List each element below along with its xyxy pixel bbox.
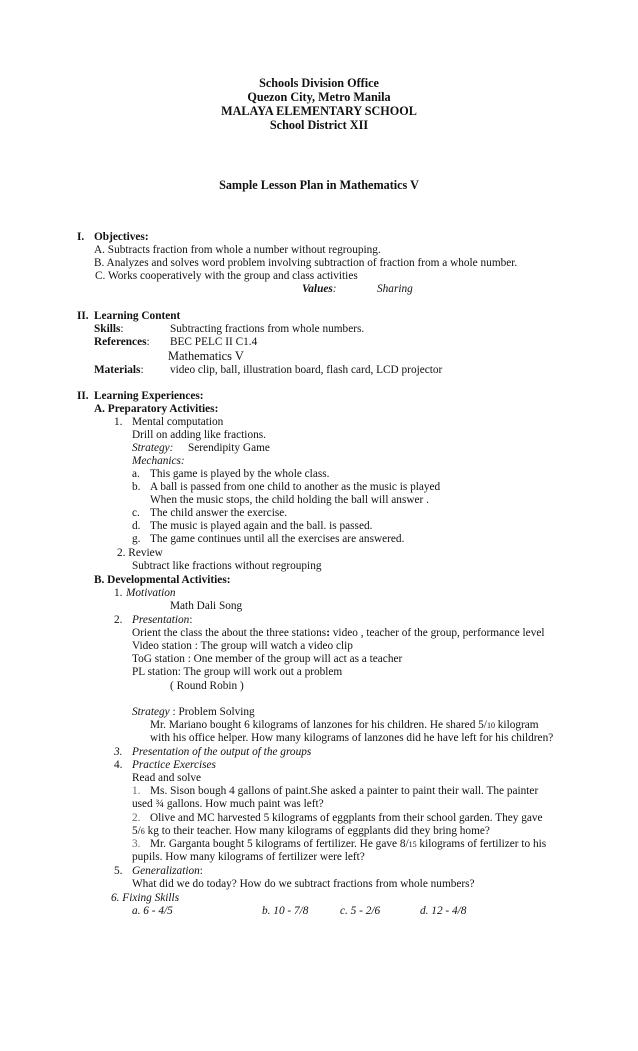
learning-content-heading: Learning Content	[94, 310, 181, 322]
generalization-line	[132, 865, 203, 878]
orient-text: Orient the class the about the three stations	[132, 627, 327, 639]
output-presentation: Presentation of the output of the groups	[132, 746, 312, 758]
review-item: 2. Review	[117, 547, 163, 559]
fixing-skill-c: c. 5 - 2/6	[340, 905, 381, 917]
section-number-objectives: I.	[77, 231, 85, 243]
presentation-colon: :	[189, 614, 193, 626]
fixing-skill-d: d. 12 - 4/8	[420, 905, 467, 917]
motivation-label: Motivation	[126, 587, 176, 599]
mariano-text-b: kilogram	[494, 719, 539, 731]
orient-colon: :	[326, 627, 330, 639]
section-number-content: II.	[77, 310, 89, 322]
mechanics-label: Mechanics:	[132, 455, 185, 467]
drill-text: Drill on adding like fractions.	[132, 429, 266, 441]
problem2-number: 2.	[132, 812, 141, 824]
generalization-text: What did we do today? How do we subtract fractions from whole numbers?	[132, 878, 475, 890]
learning-experiences-heading: Learning Experiences:	[94, 390, 204, 402]
math-dali-song: Math Dali Song	[170, 600, 243, 612]
problem1-line1: Ms. Sison bough 4 gallons of paint.She asked a painter to paint their wall. The painter	[150, 785, 539, 797]
skills-label: Skills	[94, 323, 121, 335]
problem1-number: 1.	[132, 785, 141, 797]
problem3-number: 3.	[132, 838, 141, 850]
mental-computation: Mental computation	[132, 416, 224, 428]
practice-exercises: Practice Exercises	[132, 759, 216, 771]
pl-station: PL station: The group will work out a problem	[132, 666, 343, 678]
presentation-number: 2.	[114, 614, 123, 626]
values-value: Sharing	[377, 283, 413, 295]
objective-c: C. Works cooperatively with the group and class activities	[95, 270, 358, 282]
mechanics-item-c: The child answer the exercise.	[150, 507, 288, 519]
video-station: Video station : The group will watch a video clip	[132, 640, 353, 652]
problem-solving-line	[132, 706, 255, 719]
section-number-experiences: II.	[77, 390, 89, 402]
materials-label: Materials	[94, 364, 141, 376]
item5-number: 5.	[114, 865, 123, 877]
materials-value: video clip, ball, illustration board, flash card, LCD projector	[170, 364, 443, 376]
header-district: School District XII	[269, 118, 369, 132]
skills-line	[94, 323, 124, 336]
problem3-line2: pupils. How many kilograms of fertilizer were left?	[132, 851, 365, 863]
fixing-skill-a: a. 6 - 4/5	[132, 905, 173, 917]
problem3-denominator: 15	[408, 840, 417, 849]
problem2-text: kg to their teacher. How many kilograms of eggplants did they bring home?	[144, 825, 490, 837]
mechanics-letter-g: g.	[132, 533, 141, 545]
generalization-label: Generalization	[132, 865, 200, 877]
item3-number: 3.	[114, 746, 123, 758]
orient-stations: video , teacher of the group, performance level	[329, 627, 545, 639]
presentation-label: Presentation	[132, 614, 190, 626]
mechanics-letter-b: b.	[132, 481, 141, 493]
mechanics-item-b-line2: When the music stops, the child holding the ball will answer .	[150, 494, 429, 506]
mariano-problem-line1	[150, 719, 562, 732]
item4-number: 4.	[114, 759, 123, 771]
values-colon: :	[332, 283, 337, 295]
strategy-label: Strategy:	[132, 442, 174, 454]
mechanics-letter-c: c.	[132, 507, 140, 519]
orient-line	[132, 627, 545, 640]
review-text: Subtract like fractions without regrouping	[132, 560, 322, 572]
mariano-problem-line2: with his office helper. How many kilograms of lanzones did he have left for his children?	[150, 732, 554, 744]
problem3-text-b: kilograms of fertilizer to his	[416, 838, 547, 850]
references-value-2: Mathematics V	[168, 349, 244, 363]
materials-colon: :	[140, 364, 144, 376]
fixing-skills-heading: 6. Fixing Skills	[111, 892, 180, 904]
problem1-line2: used ¾ gallons. How much paint was left?	[132, 798, 324, 810]
mechanics-item-b-line1: A ball is passed from one child to another as the music is played	[150, 481, 441, 493]
problem2-line2	[132, 825, 490, 838]
strategy-value: Serendipity Game	[188, 442, 270, 454]
document-title: Sample Lesson Plan in Mathematics V	[219, 178, 419, 192]
header-city: Quezon City, Metro Manila	[247, 90, 391, 104]
problem-solving-value: : Problem Solving	[169, 706, 255, 718]
preparatory-activities-heading: A. Preparatory Activities:	[94, 403, 219, 415]
developmental-activities-heading: B. Developmental Activities:	[94, 574, 231, 586]
generalization-colon: :	[199, 865, 203, 877]
header-division-office: Schools Division Office	[259, 76, 379, 90]
mental-computation-number: 1.	[114, 416, 123, 428]
references-label: References	[94, 336, 147, 348]
problem3-line1	[150, 838, 562, 851]
mechanics-item-g: The game continues until all the exercises are answered.	[150, 533, 405, 545]
references-colon: :	[146, 336, 150, 348]
references-line	[94, 336, 150, 349]
header-school-name: MALAYA ELEMENTARY SCHOOL	[221, 104, 417, 118]
problem-solving-label: Strategy	[132, 706, 170, 718]
objective-b: B. Analyzes and solves word problem involving subtraction of fraction from a whole number.	[94, 257, 518, 269]
mechanics-letter-d: d.	[132, 520, 141, 532]
objectives-heading: Objectives:	[94, 231, 149, 243]
tog-station: ToG station : One member of the group will act as a teacher	[132, 653, 403, 665]
skills-colon: :	[120, 323, 124, 335]
mariano-denominator: 10	[486, 721, 495, 730]
objective-a: A. Subtracts fraction from whole a number without regrouping.	[94, 244, 381, 256]
problem3-text-a: Mr. Garganta bought 5 kilograms of fertilizer. He gave 8/	[150, 838, 409, 850]
materials-line	[94, 364, 144, 377]
problem2-fraction-numerator: 5/	[132, 825, 141, 837]
values-label: Values	[302, 283, 333, 295]
motivation-number: 1.	[114, 587, 123, 599]
read-and-solve: Read and solve	[132, 772, 202, 784]
mechanics-letter-a: a.	[132, 468, 140, 480]
values-line	[302, 283, 337, 296]
problem2-fraction-denominator: 6	[140, 827, 145, 836]
presentation-line	[132, 614, 192, 627]
mechanics-item-d: The music is played again and the ball. is passed.	[150, 520, 373, 532]
mariano-text-a: Mr. Mariano bought 6 kilograms of lanzones for his children. He shared 5/	[150, 719, 487, 731]
fixing-skill-b: b. 10 - 7/8	[262, 905, 309, 917]
round-robin: ( Round Robin )	[170, 680, 244, 692]
mechanics-item-a: This game is played by the whole class.	[150, 468, 330, 480]
problem2-line1: Olive and MC harvested 5 kilograms of eggplants from their school garden. They gave	[150, 812, 543, 824]
skills-value: Subtracting fractions from whole numbers.	[170, 323, 365, 335]
references-value-1: BEC PELC II C1.4	[170, 336, 258, 348]
